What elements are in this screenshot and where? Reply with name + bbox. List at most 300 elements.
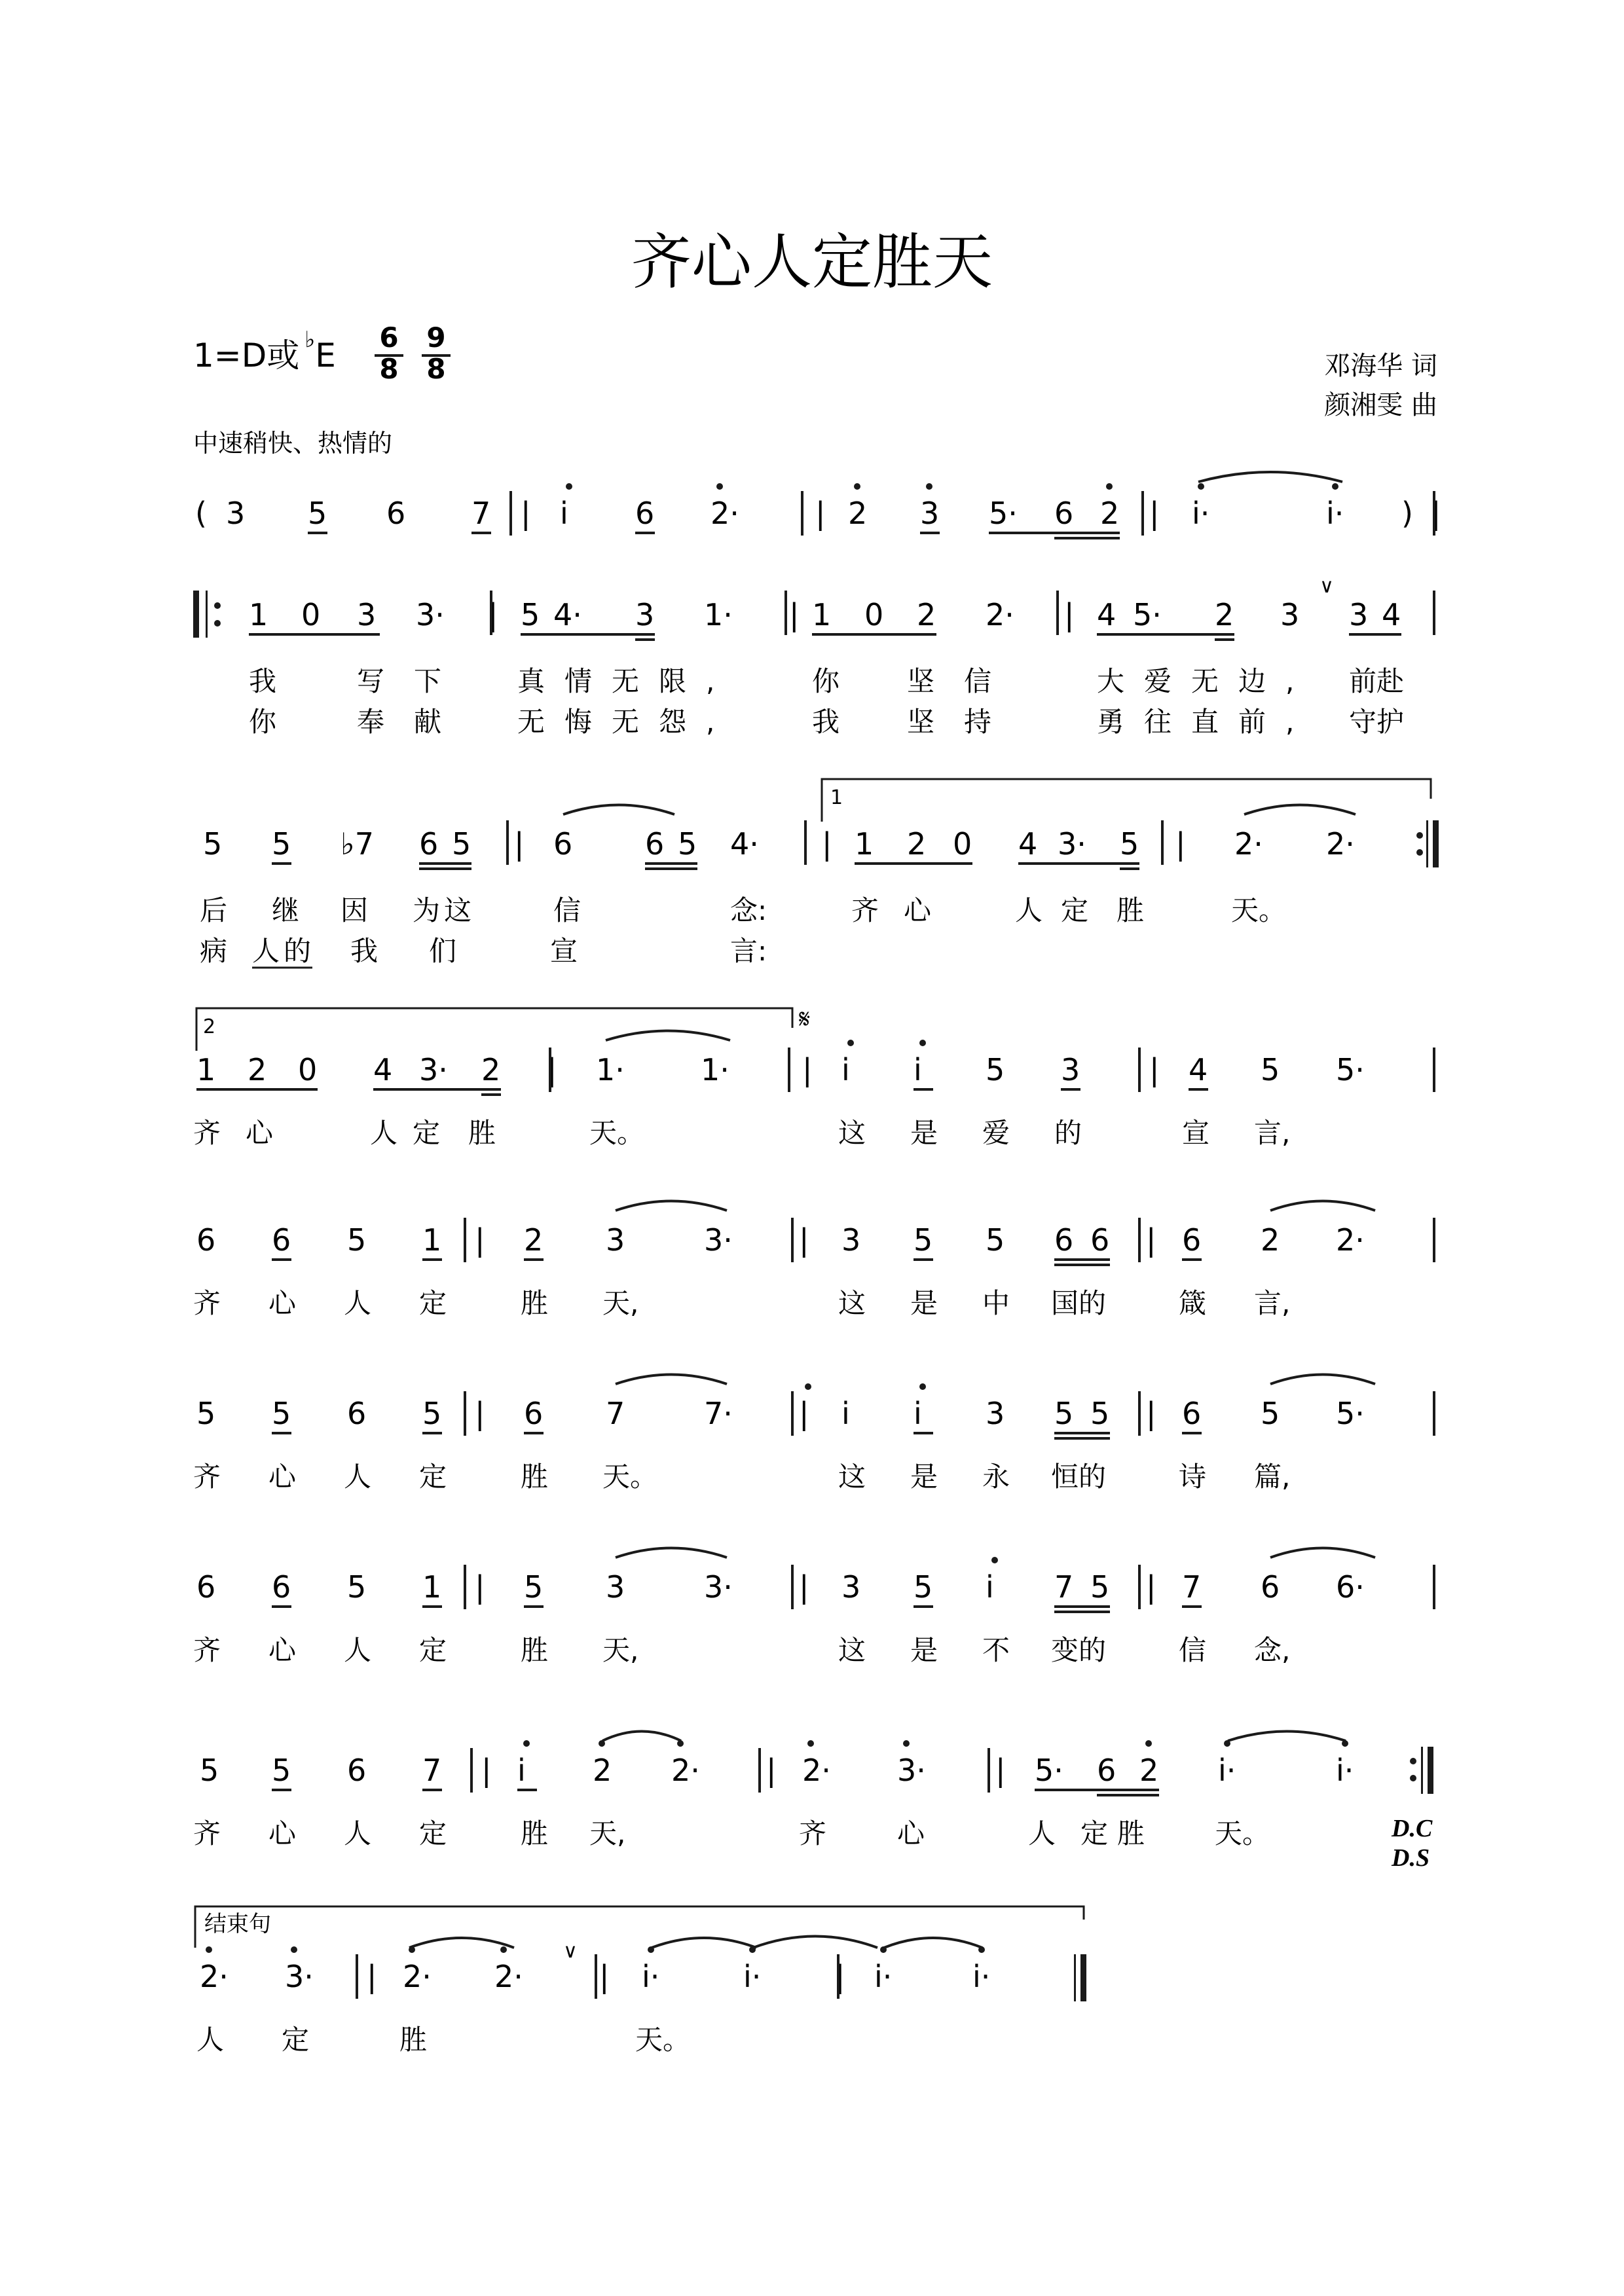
svg-text:6: 6 bbox=[1182, 1396, 1202, 1431]
svg-text:0: 0 bbox=[864, 597, 884, 632]
svg-text:人: 人 bbox=[344, 1461, 372, 1493]
svg-text:定: 定 bbox=[419, 1461, 447, 1493]
svg-text:5: 5 bbox=[196, 1396, 216, 1431]
final-barline bbox=[1074, 1954, 1086, 2001]
svg-text:2·: 2· bbox=[200, 1959, 229, 1994]
svg-text:2: 2 bbox=[593, 1753, 612, 1788]
svg-text:这: 这 bbox=[838, 1461, 866, 1493]
svg-text:3: 3 bbox=[1061, 1052, 1080, 1087]
svg-text:1: 1 bbox=[830, 786, 843, 809]
svg-text:|: | bbox=[599, 1959, 610, 1994]
svg-text:6: 6 bbox=[553, 826, 573, 862]
svg-text:定胜: 定胜 bbox=[1080, 1817, 1154, 1850]
svg-text:4: 4 bbox=[1382, 597, 1401, 632]
svg-text:|: | bbox=[367, 1959, 377, 1994]
svg-text:齐: 齐 bbox=[193, 1461, 221, 1493]
svg-text:0: 0 bbox=[301, 597, 321, 632]
svg-text:|: | bbox=[547, 1052, 557, 1087]
svg-text:∨: ∨ bbox=[563, 1940, 578, 1963]
svg-text:6: 6 bbox=[386, 496, 406, 531]
system-4-octave-dots bbox=[847, 1040, 926, 1046]
svg-text:1·: 1· bbox=[596, 1052, 625, 1087]
svg-text:|: | bbox=[1064, 597, 1075, 632]
svg-text:3: 3 bbox=[606, 1569, 625, 1605]
svg-text:6·: 6· bbox=[1336, 1569, 1365, 1605]
svg-text:6: 6 bbox=[1054, 496, 1074, 531]
svg-text:7: 7 bbox=[471, 496, 491, 531]
svg-text:人: 人 bbox=[344, 1634, 372, 1666]
svg-text:): ) bbox=[1401, 496, 1413, 531]
ending-label: 结束句 bbox=[204, 1911, 271, 1937]
system-8-notes bbox=[200, 1753, 1354, 1789]
svg-text:6: 6 bbox=[347, 1396, 367, 1431]
svg-text:定: 定 bbox=[419, 1287, 447, 1319]
svg-text:言:: 言: bbox=[730, 935, 767, 967]
system-1-octave-dots bbox=[566, 483, 1338, 490]
svg-text:3·: 3· bbox=[419, 1052, 448, 1087]
svg-text:7: 7 bbox=[1182, 1569, 1202, 1605]
svg-text:5: 5 bbox=[200, 1753, 219, 1788]
svg-text:1: 1 bbox=[196, 1052, 216, 1087]
svg-text:|: | bbox=[802, 1052, 813, 1087]
svg-text:无悔无怨,: 无悔无怨, bbox=[517, 706, 735, 738]
svg-text:|: | bbox=[835, 1959, 845, 1994]
svg-text:天,: 天, bbox=[589, 1817, 626, 1850]
svg-text:坚持: 坚持 bbox=[907, 706, 1022, 738]
svg-text:人: 人 bbox=[344, 1287, 372, 1319]
svg-text:定: 定 bbox=[419, 1634, 447, 1666]
svg-text:3: 3 bbox=[920, 496, 940, 531]
svg-text:2: 2 bbox=[848, 496, 868, 531]
svg-text:齐: 齐 bbox=[193, 1817, 221, 1850]
svg-text:1: 1 bbox=[812, 597, 832, 632]
system-2-notes bbox=[249, 575, 1401, 633]
svg-text:诗: 诗 bbox=[1179, 1461, 1207, 1493]
svg-text:|: | bbox=[514, 826, 525, 862]
svg-text:3: 3 bbox=[1349, 597, 1369, 632]
svg-text:心: 心 bbox=[246, 1117, 274, 1149]
repeat-start-barline bbox=[193, 591, 221, 638]
system-7-octave-dots bbox=[991, 1557, 998, 1563]
svg-text:信: 信 bbox=[1179, 1634, 1207, 1666]
svg-text:是: 是 bbox=[910, 1461, 938, 1493]
tempo-marking: 中速稍快、热情的 bbox=[193, 429, 393, 458]
svg-text:继: 继 bbox=[272, 894, 300, 926]
svg-text:5: 5 bbox=[1090, 1396, 1110, 1431]
system-4-lyrics bbox=[193, 1117, 1290, 1149]
svg-text:5: 5 bbox=[272, 1396, 291, 1431]
svg-text:2: 2 bbox=[1139, 1753, 1159, 1788]
svg-text:4: 4 bbox=[1097, 597, 1116, 632]
svg-text:天。: 天。 bbox=[1215, 1817, 1270, 1850]
svg-text:i·: i· bbox=[1218, 1753, 1236, 1788]
svg-text:|: | bbox=[475, 1222, 485, 1258]
svg-text:大爱无边,: 大爱无边, bbox=[1097, 665, 1314, 697]
svg-text:5: 5 bbox=[1261, 1396, 1280, 1431]
svg-text:4·: 4· bbox=[730, 826, 759, 862]
svg-text:2·: 2· bbox=[494, 1959, 523, 1994]
svg-text:这: 这 bbox=[838, 1117, 866, 1149]
svg-text:5: 5 bbox=[272, 826, 291, 862]
svg-text:天,: 天, bbox=[602, 1287, 639, 1319]
svg-text:|: | bbox=[799, 1569, 809, 1605]
svg-text:2·: 2· bbox=[671, 1753, 700, 1788]
ending-bracket bbox=[195, 1906, 1084, 1948]
svg-text:|: | bbox=[1175, 826, 1186, 862]
svg-text:齐: 齐 bbox=[851, 894, 879, 926]
svg-text:后: 后 bbox=[200, 894, 228, 926]
svg-text:|: | bbox=[799, 1222, 809, 1258]
svg-text:|: | bbox=[1431, 496, 1441, 531]
svg-text:3: 3 bbox=[1280, 597, 1300, 632]
svg-text:变的: 变的 bbox=[1051, 1634, 1107, 1666]
svg-text:|: | bbox=[799, 1396, 809, 1431]
svg-text:心: 心 bbox=[268, 1817, 297, 1850]
svg-text:1·: 1· bbox=[704, 597, 733, 632]
svg-text:4: 4 bbox=[373, 1052, 393, 1087]
svg-text:胜: 胜 bbox=[399, 2024, 428, 2056]
svg-text:|: | bbox=[475, 1396, 485, 1431]
svg-text:3: 3 bbox=[986, 1396, 1005, 1431]
svg-text:勇往直前,: 勇往直前, bbox=[1097, 706, 1314, 738]
svg-text:5: 5 bbox=[308, 496, 327, 531]
system-2-lyrics-verse-1 bbox=[249, 665, 1404, 697]
system-5-lyrics bbox=[193, 1287, 1290, 1319]
svg-text:人: 人 bbox=[370, 1117, 398, 1149]
svg-text:定: 定 bbox=[1061, 894, 1089, 926]
svg-text:|: | bbox=[1146, 1396, 1156, 1431]
svg-text:5·: 5· bbox=[1035, 1753, 1063, 1788]
segno-sign: 𝄋 bbox=[799, 1004, 811, 1034]
system-6-notes bbox=[196, 1396, 1365, 1432]
svg-text:齐: 齐 bbox=[193, 1287, 221, 1319]
svg-text:5: 5 bbox=[272, 1753, 291, 1788]
svg-text:定: 定 bbox=[419, 1817, 447, 1850]
svg-text:3: 3 bbox=[606, 1222, 625, 1258]
svg-text:5: 5 bbox=[913, 1222, 933, 1258]
svg-text:i: i bbox=[913, 1396, 922, 1431]
svg-text:1: 1 bbox=[249, 597, 268, 632]
svg-text:箴: 箴 bbox=[1179, 1287, 1207, 1319]
flat-sign: ♭ bbox=[304, 327, 316, 353]
svg-text:3: 3 bbox=[841, 1222, 861, 1258]
svg-text:i: i bbox=[913, 1052, 922, 1087]
svg-text:3·: 3· bbox=[1058, 826, 1086, 862]
svg-text:2·: 2· bbox=[1326, 826, 1355, 862]
svg-text:2: 2 bbox=[248, 1052, 267, 1087]
svg-text:6: 6 bbox=[196, 1569, 216, 1605]
svg-text:胜: 胜 bbox=[468, 1117, 496, 1149]
svg-text:i: i bbox=[560, 496, 568, 531]
svg-text:齐: 齐 bbox=[799, 1817, 827, 1850]
svg-text:|: | bbox=[789, 597, 800, 632]
svg-text:2: 2 bbox=[1100, 496, 1120, 531]
svg-text:∨: ∨ bbox=[1320, 575, 1334, 598]
svg-text:宣: 宣 bbox=[550, 935, 578, 967]
svg-text:2·: 2· bbox=[1234, 826, 1263, 862]
da-capo-mark: D.C bbox=[1392, 1815, 1433, 1842]
svg-text:|: | bbox=[822, 826, 832, 862]
system-3-lyrics-verse-2 bbox=[200, 935, 767, 967]
system-7-notes bbox=[196, 1569, 1365, 1605]
svg-text:3·: 3· bbox=[416, 597, 445, 632]
svg-text:i: i bbox=[986, 1569, 994, 1605]
svg-text:7·: 7· bbox=[704, 1396, 733, 1431]
svg-text:为这: 为这 bbox=[413, 894, 476, 926]
svg-text:6: 6 bbox=[1097, 1753, 1116, 1788]
svg-text:我: 我 bbox=[249, 665, 277, 697]
svg-text:胜: 胜 bbox=[521, 1634, 549, 1666]
svg-text:2·: 2· bbox=[403, 1959, 432, 1994]
system-9-markings bbox=[409, 1937, 982, 1948]
svg-text:5: 5 bbox=[452, 826, 471, 862]
svg-text:i: i bbox=[841, 1052, 850, 1087]
svg-text:♭7: ♭7 bbox=[341, 826, 374, 862]
page-title: 齐心人定胜天 bbox=[631, 227, 993, 297]
svg-text:|: | bbox=[1149, 496, 1160, 531]
svg-text:篇,: 篇, bbox=[1254, 1461, 1291, 1493]
svg-text:不: 不 bbox=[982, 1634, 1010, 1666]
svg-text:们: 们 bbox=[429, 935, 457, 967]
svg-text:心: 心 bbox=[268, 1287, 297, 1319]
svg-text:人: 人 bbox=[196, 2024, 225, 2056]
svg-text:5: 5 bbox=[203, 826, 223, 862]
volta-1-bracket bbox=[822, 779, 1431, 822]
svg-text:天,: 天, bbox=[602, 1634, 639, 1666]
svg-text:i·: i· bbox=[743, 1959, 762, 1994]
svg-text:4·: 4· bbox=[553, 597, 582, 632]
svg-text:3: 3 bbox=[357, 597, 377, 632]
svg-text:2: 2 bbox=[1215, 597, 1234, 632]
svg-text:胜: 胜 bbox=[521, 1817, 549, 1850]
svg-text:1: 1 bbox=[422, 1222, 442, 1258]
svg-text:|: | bbox=[475, 1569, 485, 1605]
svg-text:6: 6 bbox=[1090, 1222, 1110, 1258]
svg-text:i·: i· bbox=[972, 1959, 991, 1994]
svg-text:5·: 5· bbox=[1133, 597, 1162, 632]
svg-text:你: 你 bbox=[249, 706, 277, 738]
svg-text:永: 永 bbox=[982, 1461, 1010, 1493]
system-8-lyrics bbox=[193, 1817, 1270, 1850]
svg-text:坚信: 坚信 bbox=[907, 665, 1022, 697]
svg-text:3: 3 bbox=[841, 1569, 861, 1605]
dal-segno-mark: D.S bbox=[1392, 1844, 1430, 1872]
svg-text:i·: i· bbox=[1336, 1753, 1354, 1788]
svg-text:7: 7 bbox=[422, 1753, 442, 1788]
svg-text:i: i bbox=[517, 1753, 526, 1788]
svg-text:|: | bbox=[1149, 1052, 1160, 1087]
svg-text:念,: 念, bbox=[1254, 1634, 1291, 1666]
svg-text:5: 5 bbox=[1261, 1052, 1280, 1087]
svg-text:恒的: 恒的 bbox=[1051, 1461, 1107, 1493]
svg-text:5: 5 bbox=[1120, 826, 1139, 862]
svg-text:8: 8 bbox=[379, 353, 399, 385]
svg-text:2·: 2· bbox=[986, 597, 1014, 632]
svg-text:5: 5 bbox=[347, 1569, 367, 1605]
svg-text:齐: 齐 bbox=[193, 1117, 221, 1149]
svg-text:6: 6 bbox=[645, 826, 665, 862]
system-9-octave-dots bbox=[206, 1946, 985, 1953]
svg-text:人的: 人的 bbox=[252, 935, 316, 967]
svg-text:5: 5 bbox=[986, 1222, 1005, 1258]
svg-text:心: 心 bbox=[268, 1634, 297, 1666]
svg-text:5: 5 bbox=[1054, 1396, 1074, 1431]
system-6-octave-dots bbox=[805, 1383, 926, 1390]
svg-text:信: 信 bbox=[553, 894, 581, 926]
svg-text:4: 4 bbox=[1018, 826, 1038, 862]
system-2-lyrics-verse-2 bbox=[249, 706, 1404, 738]
svg-text:人: 人 bbox=[1015, 894, 1043, 926]
svg-text:2: 2 bbox=[203, 1015, 216, 1038]
svg-text:天。: 天。 bbox=[589, 1117, 645, 1149]
svg-text:6: 6 bbox=[419, 826, 439, 862]
svg-text:6: 6 bbox=[347, 1753, 367, 1788]
svg-text:宣: 宣 bbox=[1182, 1117, 1210, 1149]
svg-text:念:: 念: bbox=[730, 894, 767, 926]
svg-text:(: ( bbox=[195, 496, 207, 531]
system-3-lyrics-verse-1 bbox=[200, 894, 1286, 926]
svg-text:i: i bbox=[841, 1396, 850, 1431]
svg-text:3·: 3· bbox=[704, 1222, 733, 1258]
svg-text:6: 6 bbox=[524, 1396, 544, 1431]
system-3-notes bbox=[203, 826, 1355, 862]
lyricist-credit: 邓海华 词 bbox=[1324, 351, 1437, 381]
svg-text:因: 因 bbox=[341, 894, 369, 926]
svg-text:5: 5 bbox=[986, 1052, 1005, 1087]
svg-text:是: 是 bbox=[910, 1634, 938, 1666]
key-note: E bbox=[315, 337, 336, 374]
svg-text:5: 5 bbox=[913, 1569, 933, 1605]
svg-text:2: 2 bbox=[524, 1222, 544, 1258]
system-6-markings bbox=[272, 1375, 1434, 1439]
svg-text:是: 是 bbox=[910, 1117, 938, 1149]
svg-text:2: 2 bbox=[917, 597, 936, 632]
system-4-notes bbox=[196, 1052, 1365, 1088]
svg-text:1: 1 bbox=[855, 826, 874, 862]
svg-text:i·: i· bbox=[1192, 496, 1210, 531]
svg-text:这: 这 bbox=[838, 1287, 866, 1319]
svg-text:心: 心 bbox=[897, 1817, 925, 1850]
svg-text:i·: i· bbox=[874, 1959, 893, 1994]
svg-text:3·: 3· bbox=[285, 1959, 314, 1994]
svg-text:2: 2 bbox=[1261, 1222, 1280, 1258]
key-signature bbox=[193, 327, 336, 374]
svg-text:i·: i· bbox=[642, 1959, 660, 1994]
svg-text:|: | bbox=[995, 1753, 1006, 1788]
svg-text:心: 心 bbox=[904, 894, 932, 926]
svg-text:7: 7 bbox=[1054, 1569, 1074, 1605]
svg-text:你: 你 bbox=[812, 665, 840, 697]
svg-text:6: 6 bbox=[1054, 1222, 1074, 1258]
svg-text:天。: 天。 bbox=[635, 2024, 691, 2056]
svg-text:胜: 胜 bbox=[521, 1287, 549, 1319]
svg-text:|: | bbox=[481, 1753, 492, 1788]
svg-text:5·: 5· bbox=[1336, 1052, 1365, 1087]
svg-text:3: 3 bbox=[226, 496, 246, 531]
svg-text:3·: 3· bbox=[704, 1569, 733, 1605]
svg-text:人: 人 bbox=[1028, 1817, 1056, 1850]
svg-text:|: | bbox=[766, 1753, 777, 1788]
svg-text:定: 定 bbox=[413, 1117, 441, 1149]
svg-text:3: 3 bbox=[635, 597, 655, 632]
svg-text:3·: 3· bbox=[897, 1753, 926, 1788]
svg-text:6: 6 bbox=[196, 1222, 216, 1258]
svg-text:6: 6 bbox=[1261, 1569, 1280, 1605]
svg-text:的: 的 bbox=[1054, 1117, 1082, 1149]
time-signature-9-8 bbox=[422, 321, 451, 385]
svg-text:6: 6 bbox=[1182, 1222, 1202, 1258]
svg-text:中: 中 bbox=[982, 1287, 1010, 1319]
system-7-lyrics bbox=[193, 1634, 1290, 1666]
svg-text:胜: 胜 bbox=[1116, 894, 1145, 926]
volta-2-bracket bbox=[196, 1008, 792, 1051]
svg-text:是: 是 bbox=[910, 1287, 938, 1319]
svg-text:|: | bbox=[1146, 1222, 1156, 1258]
svg-text:4: 4 bbox=[1189, 1052, 1208, 1087]
repeat-end-barline bbox=[1416, 820, 1439, 867]
svg-text:爱: 爱 bbox=[982, 1117, 1010, 1149]
system-8-octave-dots bbox=[523, 1740, 1348, 1747]
svg-text:8: 8 bbox=[426, 353, 446, 385]
svg-text:|: | bbox=[1146, 1569, 1156, 1605]
time-signature-6-8 bbox=[375, 321, 403, 385]
svg-text:真情无限,: 真情无限, bbox=[517, 665, 735, 697]
svg-text:5: 5 bbox=[521, 597, 540, 632]
svg-text:2·: 2· bbox=[1336, 1222, 1365, 1258]
svg-text:2·: 2· bbox=[710, 496, 739, 531]
svg-text:天。: 天。 bbox=[602, 1461, 658, 1493]
system-9-lyrics bbox=[196, 2024, 690, 2056]
svg-text:天。: 天。 bbox=[1231, 894, 1287, 926]
svg-text:言,: 言, bbox=[1254, 1117, 1291, 1149]
svg-text:|: | bbox=[815, 496, 826, 531]
svg-text:|: | bbox=[521, 496, 531, 531]
svg-text:|: | bbox=[488, 597, 498, 632]
svg-text:奉献: 奉献 bbox=[357, 706, 471, 738]
svg-text:我: 我 bbox=[812, 706, 840, 738]
system-6-lyrics bbox=[193, 1461, 1290, 1493]
svg-text:5·: 5· bbox=[1336, 1396, 1365, 1431]
system-1-notes bbox=[195, 496, 1441, 532]
svg-text:定: 定 bbox=[282, 2024, 310, 2056]
svg-text:0: 0 bbox=[298, 1052, 318, 1087]
svg-text:5: 5 bbox=[1090, 1569, 1110, 1605]
svg-text:人: 人 bbox=[344, 1817, 372, 1850]
svg-text:2: 2 bbox=[907, 826, 927, 862]
key-prefix: 1=D或 bbox=[193, 337, 300, 374]
svg-text:国的: 国的 bbox=[1051, 1287, 1107, 1319]
svg-text:我: 我 bbox=[350, 935, 378, 967]
svg-text:5: 5 bbox=[678, 826, 697, 862]
svg-text:0: 0 bbox=[953, 826, 972, 862]
svg-text:这: 这 bbox=[838, 1634, 866, 1666]
svg-text:前赴: 前赴 bbox=[1349, 665, 1405, 697]
svg-text:1: 1 bbox=[422, 1569, 442, 1605]
svg-text:齐: 齐 bbox=[193, 1634, 221, 1666]
svg-text:6: 6 bbox=[272, 1569, 291, 1605]
svg-text:6: 6 bbox=[379, 321, 399, 354]
svg-text:病: 病 bbox=[200, 935, 228, 967]
svg-text:5·: 5· bbox=[989, 496, 1018, 531]
composer-credit: 颜湘雯 曲 bbox=[1324, 390, 1437, 420]
svg-text:6: 6 bbox=[272, 1222, 291, 1258]
svg-text:2·: 2· bbox=[802, 1753, 831, 1788]
repeat-end-barline-2 bbox=[1410, 1747, 1433, 1794]
svg-text:心: 心 bbox=[268, 1461, 297, 1493]
system-5-notes bbox=[196, 1222, 1365, 1258]
svg-text:5: 5 bbox=[347, 1222, 367, 1258]
svg-text:9: 9 bbox=[426, 321, 446, 354]
